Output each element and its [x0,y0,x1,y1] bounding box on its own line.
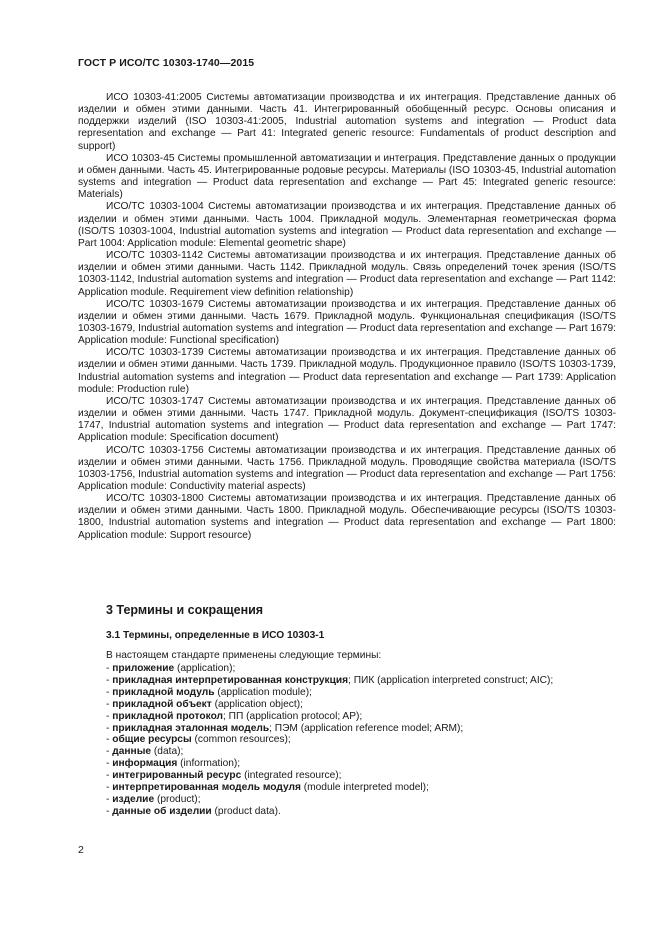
term-item [106,711,553,723]
term-item [106,758,553,770]
reference-entry: ИСО/ТС 10303-1747 Системы автоматизации производства и их интеграция. Представление данных об изделии и обмен этими данными. Часть 1747. Прикладной модуль. Документ-спецификация (ISO/TS 10303-1747, Industrial automation systems and integration — Product data representation and exchange — Part 1747: Application module: Specification document) [78,395,616,444]
term-name: прикладная эталонная модель [112,722,270,734]
term-translation: (data); [151,746,184,758]
reference-entry: ИСО/ТС 10303-1142 Системы автоматизации производства и их интеграция. Представление данных об изделии и обмен этими данными. Часть 1142. Прикладной модуль. Связь определений точек зрения (ISO/TS 10303-1142, Industrial automation systems and integration — Product data representation and exchange — Part 1142: Application module. Requirement view definition relationship) [78,250,616,298]
term-item [106,806,553,818]
page-number: 2 [78,844,84,856]
term-item [106,734,553,746]
term-bullet: - [106,663,110,674]
terms-list [106,663,553,818]
term-name: информация [112,758,178,770]
term-bullet: - [106,805,110,817]
term-name: данные [112,746,152,758]
term-bullet: - [106,782,110,794]
reference-entry: ИСО/ТС 10303-1004 Системы автоматизации производства и их интеграция. Представление данных об изделии и обмен этими данными. Часть 1004. Прикладной модуль. Элементарная геометрическая форма (ISO/TS 10303-1004, Industrial automation systems and integration — Product data representation and exchange — Part 1004: Application module: Elemental geometric shape) [78,201,616,249]
term-name: изделие [112,793,155,805]
term-translation: ; ПИК (application interpreted construct; AIC); [348,674,554,686]
reference-entry: ИСО/ТС 10303-1679 Системы автоматизации производства и их интеграция. Представление данных об изделии и обмен этими данными. Часть 1679. Прикладной модуль. Функциональная спецификация (ISO/TS 10303-1679, Industrial automation systems and integration — Product data representation and exchange — Part 1679: Application module: Functional specification) [78,298,616,347]
term-translation: (application); [174,663,236,674]
terms-intro: В настоящем стандарте применены следующие термины: [106,650,382,661]
term-translation: (application module); [214,686,312,698]
document-header: ГОСТ Р ИСО/ТС 10303-1740—2015 [78,57,255,69]
term-name: общие ресурсы [112,734,192,746]
term-translation: (integrated resource); [241,770,342,782]
term-translation: ; ПП (application protocol; AP); [223,710,363,722]
term-item [106,723,553,735]
term-bullet: - [106,746,110,758]
term-item [106,782,553,794]
term-item [106,687,553,699]
term-bullet: - [106,710,110,722]
term-name: прикладной модуль [112,686,215,698]
term-bullet: - [106,698,110,710]
term-item [106,770,553,782]
reference-entry: ИСО 10303-45 Системы промышленной автоматизации и интеграция. Представление данных о продукции и обмен данными. Часть 45. Интегрированные родовые ресурсы. Материалы (ISO 10303-45, Industrial automation systems and integration — Product data representation and exchange — Part 45: Integrated generic resource: Materials) [78,152,616,201]
term-translation: (application object); [211,698,303,710]
reference-entry: ИСО 10303-41:2005 Системы автоматизации производства и их интеграция. Представление данных об изделии и обмен этими данными. Часть 41. Интегрированный обобщенный ресурс. Основы описания и поддержки изделий (ISO 10303-41:2005, Industrial automation systems and integration — Product data representation and exchange — Part 41: Integrated generic resource: Fundamentals of product description and support) [78,92,616,152]
term-name: прикладной объект [112,698,212,710]
term-translation: (module interpreted model); [300,782,429,794]
term-bullet: - [106,722,110,734]
term-bullet: - [106,793,110,805]
term-bullet: - [106,674,110,686]
term-bullet: - [106,770,110,782]
term-item [106,794,553,806]
reference-entry: ИСО/ТС 10303-1756 Системы автоматизации производства и их интеграция. Представление данных об изделии и обмен этими данными. Часть 1756. Прикладной модуль. Проводящие свойства материала (ISO/TS 10303-1756, Industrial automation systems and integration — Product data representation and exchange — Part 1756: Application module: Conductivity material aspects) [78,444,616,492]
term-translation: (product data). [211,805,281,817]
term-item [106,746,553,758]
term-translation: ; ПЭМ (application reference model; ARM); [269,722,464,734]
term-name: данные об изделии [112,805,212,817]
term-item [106,675,553,687]
term-translation: (information); [177,758,241,770]
normative-references [78,92,616,542]
reference-entry: ИСО/ТС 10303-1800 Системы автоматизации производства и их интеграция. Представление данных об изделии и обмен этими данными. Часть 1800. Прикладной модуль. Обеспечивающие ресурсы (ISO/TS 10303-1800, Industrial automation systems and integration — Product data representation and exchange — Part 1800: Application module: Support resource) [78,493,616,541]
subsection-title: 3.1 Термины, определенные в ИСО 10303-1 [106,630,325,641]
reference-entry: ИСО/ТС 10303-1739 Системы автоматизации производства и их интеграция. Представление данных об изделии и обмен этими данными. Часть 1739. Прикладной модуль. Продукционное правило (ISO/TS 10303-1739, Industrial automation systems and integration — Product data representation and exchange — Part 1739: Application module: Production rule) [78,347,616,395]
term-item [106,663,553,675]
term-translation: (product); [154,793,201,805]
term-name: приложение [112,663,175,674]
term-name: интегрированный ресурс [112,770,242,782]
term-bullet: - [106,686,110,698]
term-bullet: - [106,734,110,746]
term-name: прикладной протокол [112,710,224,722]
section-title: 3 Термины и сокращения [106,603,264,617]
term-name: интерпретированная модель модуля [112,782,301,794]
term-bullet: - [106,758,110,770]
term-name: прикладная интерпретированная конструкция [112,674,349,686]
term-translation: (common resources); [191,734,291,746]
term-item [106,699,553,711]
